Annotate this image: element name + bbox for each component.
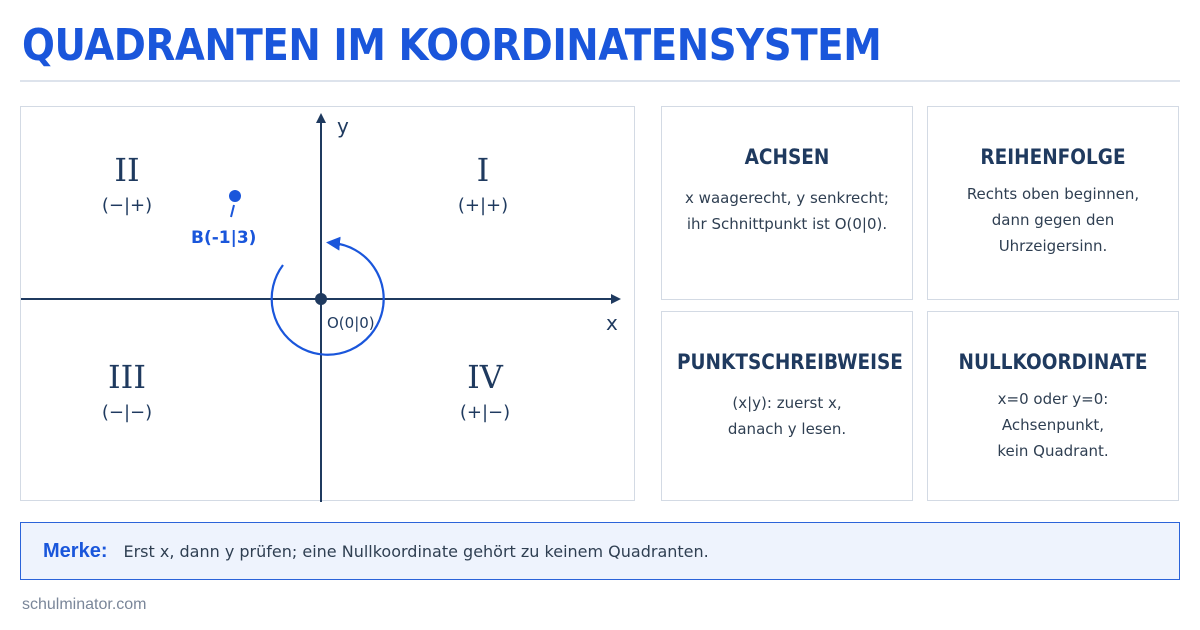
card-text: Rechts oben beginnen, dann gegen den Uhrzeigersinn. [966, 185, 1140, 255]
card-text: x=0 oder y=0: Achsenpunkt, kein Quadrant. [997, 390, 1109, 460]
quadrant-3-numeral: III [108, 358, 146, 396]
quadrant-1-signs: (+|+) [457, 195, 509, 216]
card-title: NULLKOORDINATE [958, 350, 1148, 374]
title-divider [20, 80, 1180, 82]
card-text: x waagerecht, y senkrecht; ihr Schnittpunkt ist O(0|0). [685, 189, 889, 233]
quadrant-4-numeral: IV [467, 358, 503, 396]
card-reihenfolge [927, 106, 1179, 300]
quadrant-3-signs: (−|−) [101, 402, 153, 423]
merke-note [20, 522, 1180, 580]
x-axis-label: x [606, 311, 618, 335]
origin-point [315, 293, 327, 305]
quadrant-4-signs: (+|−) [459, 402, 511, 423]
quadrant-2-numeral: II [114, 151, 140, 189]
y-axis-label: y [337, 114, 349, 138]
card-title: PUNKTSCHREIBWEISE [677, 350, 903, 374]
note-label: Merke: [43, 539, 108, 562]
origin-label: O(0|0) [327, 314, 375, 332]
point-b [229, 190, 241, 202]
coordinate-diagram [20, 106, 635, 501]
card-punktschreibweise [661, 311, 913, 501]
page-title: QUADRANTEN IM KOORDINATENSYSTEM [22, 20, 882, 71]
footer-site: schulminator.com [22, 596, 147, 613]
coordinate-svg [21, 107, 636, 502]
card-title: ACHSEN [744, 145, 830, 169]
card-nullkoordinate [927, 311, 1179, 501]
quadrant-2-signs: (−|+) [101, 195, 153, 216]
card-achsen [661, 106, 913, 300]
card-text: (x|y): zuerst x, danach y lesen. [727, 394, 847, 438]
quadrant-1-numeral: I [476, 151, 490, 189]
card-title: REIHENFOLGE [980, 145, 1126, 169]
note-text: Erst x, dann y prüfen; eine Nullkoordinate gehört zu keinem Quadranten. [123, 541, 709, 561]
point-b-label: B(-1|3) [191, 228, 257, 248]
point-b-leader [231, 205, 234, 217]
